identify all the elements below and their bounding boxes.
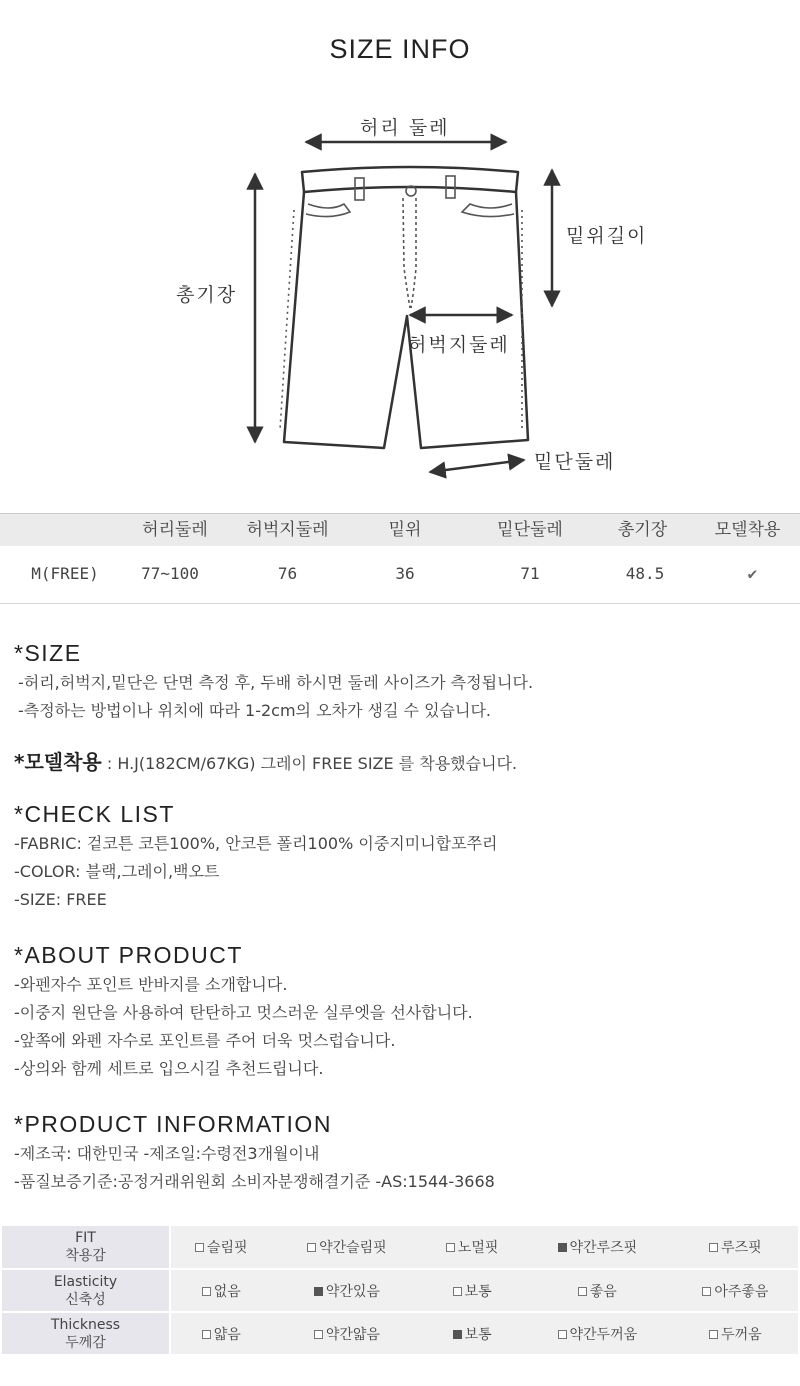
model-text: : H.J(182CM/67KG) 그레이 FREE SIZE 를 착용했습니다. [101,754,518,773]
checkbox-icon [202,1287,211,1296]
check-list-line: -SIZE: FREE [14,890,107,909]
size-label: M(FREE) [31,564,99,583]
check-list [14,801,794,914]
elasticity-option: 좋음 [578,1284,617,1300]
checkbox-icon [702,1287,711,1296]
size-note-line: -측정하는 방법이나 위치에 따라 1-2cm의 오차가 생길 수 있습니다. [18,701,492,720]
about-product [14,942,794,1083]
checked-box-icon [453,1330,462,1339]
about-title: *ABOUT PRODUCT [14,942,243,968]
header-model: 모델착용 [714,520,781,540]
shorts-illustration [0,100,800,500]
table-row [0,546,800,604]
header-length: 총기장 [617,520,668,540]
check-list-line: -FABRIC: 겉코튼 코튼100%, 안코튼 폴리100% 이중지미니합포쭈리 [14,834,498,853]
checkbox-icon [307,1243,316,1252]
size-table [0,513,800,604]
fit-label-ko: 착용감 [65,1248,106,1264]
checkbox-icon [709,1243,718,1252]
checked-box-icon [558,1243,567,1252]
fit-label-en: FIT [75,1230,96,1246]
size-notes-title: *SIZE [14,640,82,666]
rise-value: 36 [395,564,415,583]
product-info-line: -제조국: 대한민국 -제조일:수령전3개월이내 [14,1144,320,1163]
fit-option: 약간루즈핏 [558,1240,638,1256]
thickness-option: 보통 [453,1327,492,1343]
check-list-title: *CHECK LIST [14,801,175,827]
elasticity-label-en: Elasticity [53,1273,118,1290]
elasticity-label-ko: 신축성 [65,1291,106,1308]
waist-label: 허리 둘레 [360,117,450,139]
thickness-row-header [2,1312,170,1355]
header-waist: 허리둘레 [142,520,208,540]
thickness-label-en: Thickness [50,1316,121,1333]
fit-row [2,1226,798,1269]
thickness-option: 두꺼움 [709,1327,762,1343]
checkbox-icon [453,1287,462,1296]
fit-table [2,1226,798,1356]
header-hem: 밑단둘레 [497,520,563,540]
fit-option: 노멀핏 [446,1240,499,1256]
waist-value: 77~100 [141,564,199,583]
checkbox-icon [195,1243,204,1252]
thickness-option: 얇음 [202,1327,241,1343]
fit-option: 약간슬림핏 [307,1240,387,1256]
checkbox-icon [709,1330,718,1339]
checked-box-icon [314,1287,323,1296]
elasticity-option: 없음 [202,1284,241,1300]
thickness-option: 약간얇음 [314,1327,380,1343]
thigh-label: 허벅지둘레 [408,334,510,356]
fit-row-header [2,1226,170,1269]
about-line: -앞쪽에 와펜 자수로 포인트를 주어 더욱 멋스럽습니다. [14,1031,396,1050]
total-length-label: 총기장 [176,284,238,306]
hem-value: 71 [520,564,540,583]
elasticity-option: 보통 [453,1284,492,1300]
product-info-title: *PRODUCT INFORMATION [14,1111,332,1137]
size-note-line: -허리,허벅지,밑단은 단면 측정 후, 두배 하시면 둘레 사이즈가 측정됩니다. [18,673,534,692]
fit-option: 슬림핏 [195,1240,248,1256]
about-line: -상의와 함께 세트로 입으시길 추천드립니다. [14,1059,324,1078]
checkbox-icon [558,1330,567,1339]
header-thigh: 허벅지둘레 [246,520,329,540]
product-information [14,1111,794,1196]
model-info [14,746,794,775]
thickness-row [2,1312,798,1355]
elasticity-row [2,1269,798,1312]
thickness-option: 약간두꺼움 [558,1327,638,1343]
model-label: *모델착용 [14,750,102,774]
length-value: 48.5 [625,564,665,583]
about-line: -와펜자수 포인트 반바지를 소개합니다. [14,975,288,994]
elasticity-option: 아주좋음 [702,1284,768,1300]
about-line: -이중지 원단을 사용하여 탄탄하고 멋스러운 실루엣을 선사합니다. [14,1003,473,1022]
page-title: SIZE INFO [329,34,471,64]
size-table-header [0,513,800,546]
elasticity-row-header [2,1269,170,1312]
hem-label: 밑단둘레 [534,451,616,473]
checkbox-icon [446,1243,455,1252]
check-icon: ✔ [747,564,758,583]
product-info-line: -품질보증기준:공정거래위원회 소비자분쟁해결기준 -AS:1544-3668 [14,1172,495,1191]
fit-option: 루즈핏 [709,1240,762,1256]
checkbox-icon [202,1330,211,1339]
thickness-label-ko: 두께감 [65,1334,106,1351]
checkbox-icon [578,1287,587,1296]
thigh-value: 76 [277,564,298,583]
size-notes [14,640,794,725]
header-rise: 밑위 [388,520,422,540]
checkbox-icon [314,1330,323,1339]
shorts-diagram [0,100,800,500]
elasticity-option: 약간있음 [314,1284,380,1300]
check-list-line: -COLOR: 블랙,그레이,백오트 [14,862,220,881]
rise-label: 밑위길이 [566,225,648,247]
